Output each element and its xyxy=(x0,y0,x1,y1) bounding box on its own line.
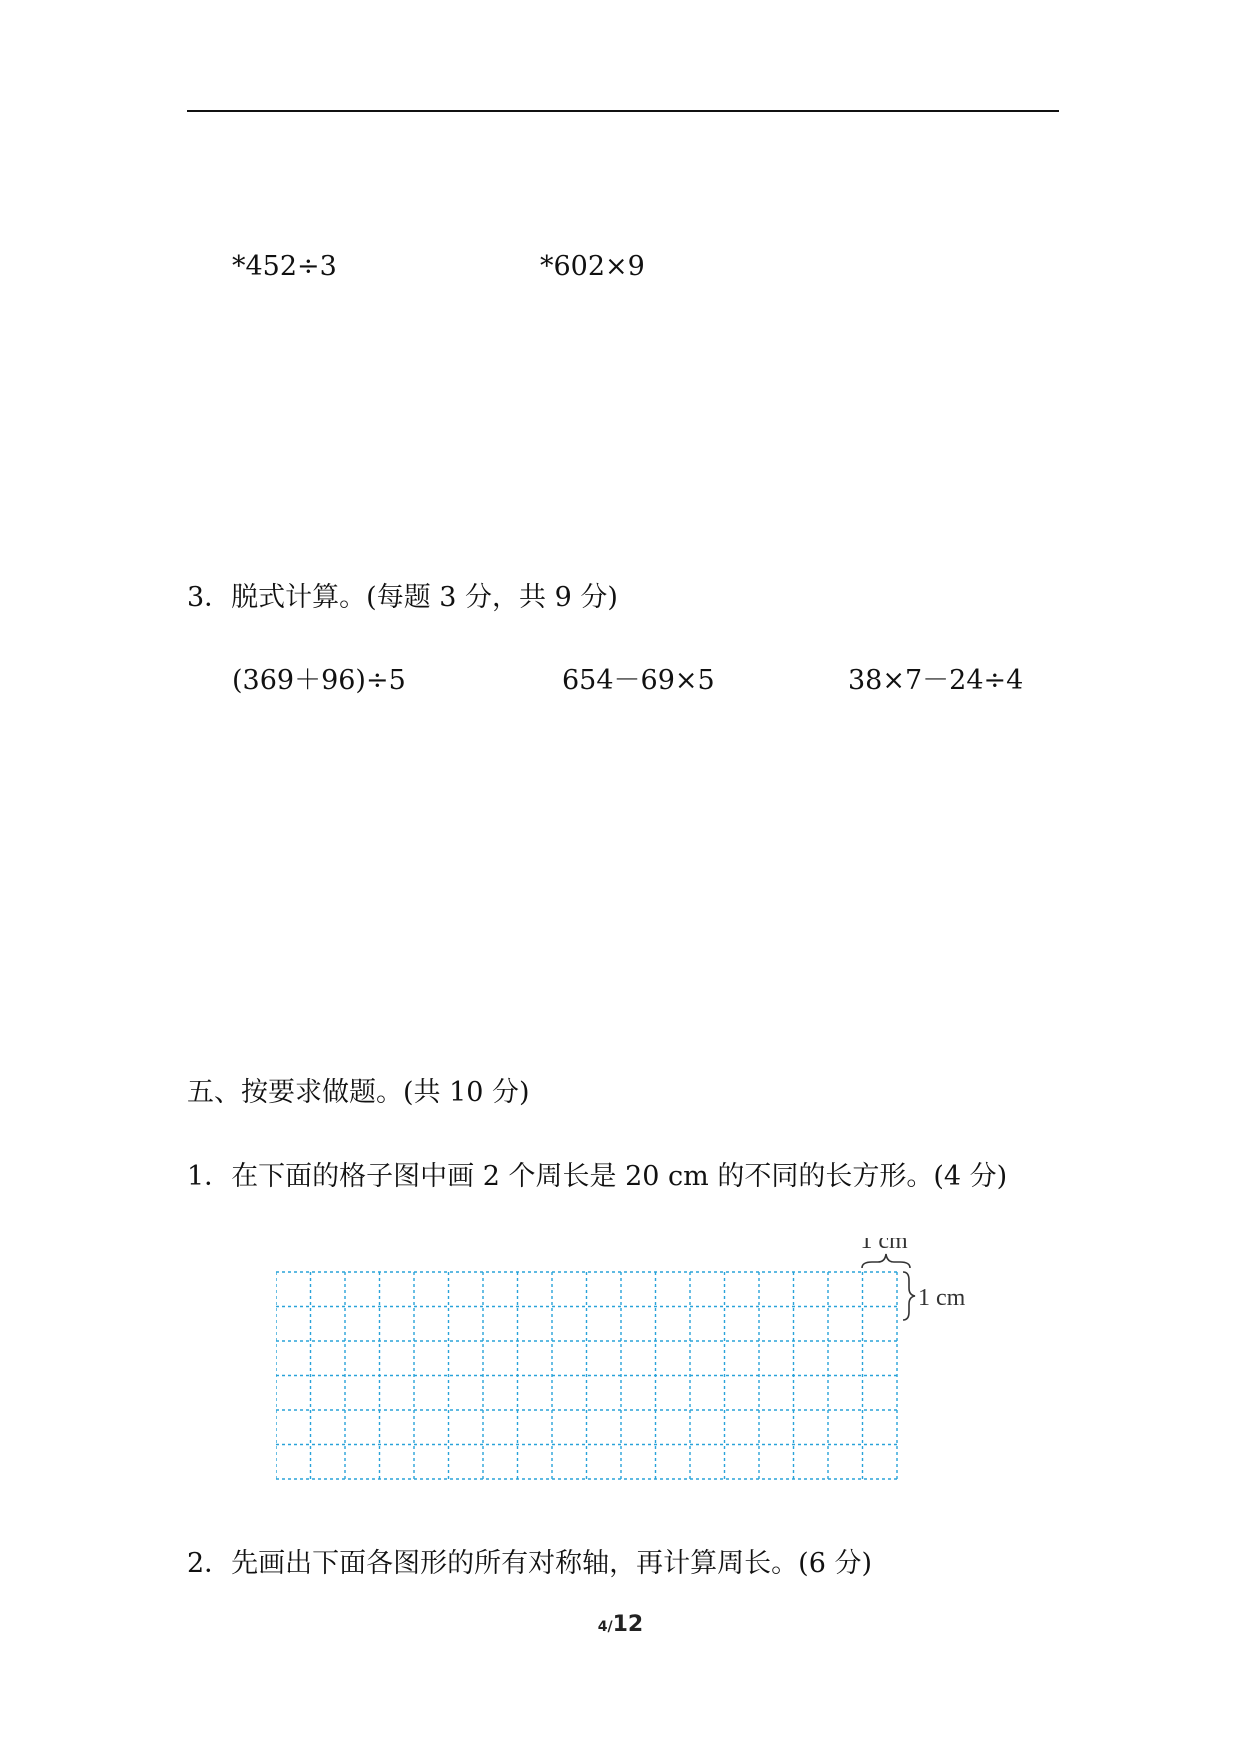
grid-figure xyxy=(276,1238,976,1492)
problem-2: 654－69×5 xyxy=(562,665,715,696)
section5-heading: 五、按要求做题。(共 10 分) xyxy=(187,1077,530,1108)
width-brace-icon xyxy=(862,1254,910,1268)
problem-3: 38×7－24÷4 xyxy=(848,665,1024,696)
grid-paper[interactable] xyxy=(276,1238,976,1488)
section5-question-2: 2．先画出下面各图形的所有对称轴，再计算周长。(6 分) xyxy=(187,1548,873,1579)
page-number xyxy=(0,1612,1241,1637)
calc-item-2: *602×9 xyxy=(540,251,645,282)
unit-height-label: 1 cm xyxy=(918,1285,966,1311)
page-current: 4/ xyxy=(597,1619,613,1635)
section3-heading: 3．脱式计算。(每题 3 分，共 9 分) xyxy=(187,582,618,613)
section5-question-1: 1．在下面的格子图中画 2 个周长是 20 cm 的不同的长方形。(4 分) xyxy=(187,1161,1008,1192)
height-brace-icon xyxy=(903,1272,915,1320)
page-total: 12 xyxy=(612,1612,644,1637)
problem-1: (369＋96)÷5 xyxy=(232,665,406,696)
unit-width-label: 1 cm xyxy=(860,1238,908,1254)
calc-item-1: *452÷3 xyxy=(232,251,337,282)
header-rule xyxy=(187,110,1059,112)
